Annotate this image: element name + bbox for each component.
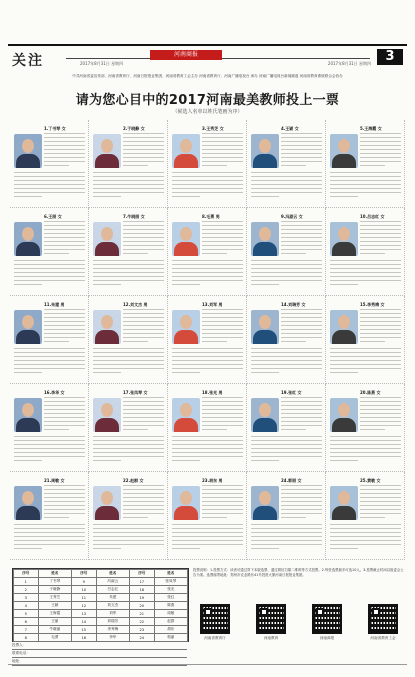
qr-code-icon (368, 604, 398, 634)
candidate-name: 8.毛勇 男 (202, 214, 220, 219)
candidate-name: 6.王丽 女 (44, 214, 62, 219)
ballot-cell: 6 (14, 618, 39, 626)
candidate-card (10, 472, 89, 560)
ballot-cell: 12 (71, 602, 96, 610)
candidate-photo (330, 486, 358, 520)
candidate-photo (172, 222, 200, 256)
candidate-card (89, 120, 168, 208)
ballot-cell: 8 (14, 634, 39, 642)
candidate-name: 15.李秀梅 女 (360, 302, 385, 307)
candidate-photo (93, 398, 121, 432)
candidate-name: 24.郭丽 女 (281, 478, 302, 483)
candidate-bio-text (281, 485, 322, 525)
candidate-bio-text (360, 397, 401, 437)
candidate-card (326, 472, 405, 560)
ballot-cell: 17 (129, 578, 154, 586)
candidate-bio-text (202, 221, 243, 261)
ballot-cell: 2 (14, 586, 39, 594)
candidate-bio-text (251, 172, 322, 204)
candidate-bio-text (123, 397, 164, 437)
organizers-line: 中共河南省委宣传部、河南省教育厅、河南日报报业集团、河南省教育工会主办 河南省教育厅、河南广播电视台 承办 河南广播电视台新闻频道 河南省教育系统联合会协办 (72, 74, 343, 78)
candidate-bio-text (330, 436, 401, 468)
qr-caption: 河南省教育厅 (204, 636, 226, 640)
ballot-cell: 11 (71, 594, 96, 602)
ballot-footer (12, 642, 187, 666)
ballot-cell: 20 (129, 602, 154, 610)
ballot-cell: 18 (129, 586, 154, 594)
subtitle: （候选人名单以姓氏笔画为序） (172, 109, 243, 115)
qr-caption: 河南商报 (319, 636, 335, 640)
candidate-photo (172, 486, 200, 520)
ballot-cell: 牛晓丽 (38, 626, 71, 634)
candidate-card (168, 120, 247, 208)
candidate-bio-text (93, 260, 164, 292)
qr-code-icon (312, 604, 342, 634)
candidate-photo (93, 222, 121, 256)
candidate-name: 2.于晓静 女 (123, 126, 145, 131)
candidate-card (168, 296, 247, 384)
candidate-bio-text (281, 309, 322, 349)
candidate-name: 16.李华 女 (44, 390, 65, 395)
ballot-cell: 陈燕 (154, 602, 187, 610)
ballot-header-cell: 姓名 (38, 570, 71, 578)
ballot-row (14, 586, 188, 594)
top-rule (8, 44, 407, 46)
candidate-photo (330, 222, 358, 256)
candidate-photo (330, 398, 358, 432)
candidate-bio-text (172, 436, 243, 468)
candidate-bio-text (281, 133, 322, 173)
ballot-row (14, 626, 188, 634)
headline: 请为您心目中的2017河南最美教师投上一票 (75, 93, 340, 108)
ballot-cell: 胡东 (154, 626, 187, 634)
ballot-cell: 19 (129, 594, 154, 602)
ballot-footer-field: 地址： (12, 658, 187, 666)
ballot-header-cell: 序号 (14, 570, 39, 578)
candidate-photo (14, 222, 42, 256)
candidate-bio-text (360, 309, 401, 349)
candidate-name: 18.张光 男 (202, 390, 223, 395)
ballot-cell: 周敏 (154, 610, 187, 618)
candidate-name: 25.黄敏 女 (360, 478, 381, 483)
ballot-cell: 刘文杰 (96, 602, 129, 610)
candidate-photo (14, 486, 42, 520)
ballot-cell: 朱建 (96, 594, 129, 602)
ballot-row (14, 634, 188, 642)
ballot-cell: 李华 (96, 634, 129, 642)
ballot-footer-field: 联系电话： (12, 650, 187, 658)
candidate-card (89, 208, 168, 296)
candidate-photo (93, 310, 121, 344)
candidate-name: 19.张红 女 (281, 390, 302, 395)
ballot-cell: 王丽 (38, 618, 71, 626)
candidate-bio-text (44, 397, 85, 437)
ballot-cell: 4 (14, 602, 39, 610)
candidate-name: 14.刘瑞芳 女 (281, 302, 306, 307)
candidate-card (89, 384, 168, 472)
candidate-photo (251, 222, 279, 256)
ballot-cell: 3 (14, 594, 39, 602)
ballot-row (14, 578, 188, 586)
candidate-card (326, 120, 405, 208)
ballot-row (14, 602, 188, 610)
date-right: 2017年8月31日 星期四 (327, 61, 371, 66)
ballot-header-cell: 姓名 (154, 570, 187, 578)
candidate-bio-text (202, 309, 243, 349)
candidate-photo (172, 398, 200, 432)
candidate-bio-text (251, 260, 322, 292)
ballot-cell: 13 (71, 610, 96, 618)
ballot-cell: 7 (14, 626, 39, 634)
candidate-bio-text (14, 348, 85, 380)
ballot-row (14, 594, 188, 602)
voting-notes: 投票说明：1.投票方式：读者可通过剪下本版选票、通过微信扫描二维码等方式投票。2.每张选票最多可选10人。3.投票截止时间以组委会公告为准。选票邮寄地址：郑州市农业路东41号投资大厦河南日报报业集团。 (193, 568, 404, 577)
ballot-cell: 李秀梅 (96, 626, 129, 634)
candidate-bio-text (93, 524, 164, 556)
candidate-bio-text (202, 397, 243, 437)
section-title: 关注 (12, 53, 44, 69)
ballot-cell: 21 (129, 610, 154, 618)
candidate-bio-text (281, 221, 322, 261)
candidate-bio-text (44, 485, 85, 525)
candidate-bio-text (251, 524, 322, 556)
candidate-photo (93, 134, 121, 168)
candidate-bio-text (202, 485, 243, 525)
date-left: 2017年8月31日 星期四 (80, 61, 124, 66)
candidate-card (89, 296, 168, 384)
candidate-card (168, 472, 247, 560)
candidate-photo (172, 310, 200, 344)
candidate-bio-text (123, 221, 164, 261)
candidate-name: 9.冯淑云 女 (281, 214, 303, 219)
masthead-logo: 河南商报 (150, 50, 222, 60)
ballot-cell: 5 (14, 610, 39, 618)
ballot-cell: 22 (129, 618, 154, 626)
candidate-photo (172, 134, 200, 168)
candidate-name: 17.张凤琴 女 (123, 390, 148, 395)
candidate-card (168, 208, 247, 296)
candidate-card (247, 120, 326, 208)
candidate-bio-text (14, 260, 85, 292)
qr-caption: 河南省教育工会 (370, 636, 396, 640)
ballot-cell: 24 (129, 634, 154, 642)
candidate-photo (251, 398, 279, 432)
candidate-card (247, 384, 326, 472)
candidate-bio-text (123, 485, 164, 525)
candidate-name: 23.胡东 男 (202, 478, 223, 483)
ballot-cell: 张红 (154, 594, 187, 602)
candidate-bio-text (14, 436, 85, 468)
candidate-card (10, 208, 89, 296)
ballot-cell: 于晓静 (38, 586, 71, 594)
ballot-row (14, 610, 188, 618)
candidate-photo (251, 310, 279, 344)
ballot-cell: 10 (71, 586, 96, 594)
candidate-name: 3.王秀芝 女 (202, 126, 224, 131)
candidate-bio-text (251, 348, 322, 380)
ballot-header-cell: 姓名 (96, 570, 129, 578)
candidate-card (89, 472, 168, 560)
candidate-card (247, 472, 326, 560)
ballot-header-cell: 序号 (129, 570, 154, 578)
qr-code-icon (256, 604, 286, 634)
ballot-cell: 王秀芝 (38, 594, 71, 602)
candidate-photo (93, 486, 121, 520)
candidate-card (247, 208, 326, 296)
candidate-card (10, 120, 89, 208)
ballot-cell: 赵群 (154, 618, 187, 626)
candidate-name: 13.刘军 男 (202, 302, 223, 307)
candidate-card (168, 384, 247, 472)
candidate-card (10, 296, 89, 384)
qr-code (361, 604, 405, 656)
ballot-table (12, 568, 189, 642)
candidate-name: 11.朱建 男 (44, 302, 65, 307)
candidate-name: 10.吕志红 女 (360, 214, 385, 219)
candidate-bio-text (360, 485, 401, 525)
ballot-cell: 张光 (154, 586, 187, 594)
ballot-cell: 1 (14, 578, 39, 586)
candidate-photo (330, 134, 358, 168)
candidate-bio-text (44, 309, 85, 349)
candidate-bio-text (123, 133, 164, 173)
qr-code (249, 604, 293, 656)
candidate-bio-text (44, 133, 85, 173)
candidate-card (247, 296, 326, 384)
ballot-cell: 9 (71, 578, 96, 586)
candidate-bio-text (330, 172, 401, 204)
ballot-cell: 23 (129, 626, 154, 634)
ballot-cell: 张凤琴 (154, 578, 187, 586)
ballot-cell: 冯淑云 (96, 578, 129, 586)
candidate-bio-text (360, 133, 401, 173)
candidate-bio-text (281, 397, 322, 437)
candidate-name: 22.赵群 女 (123, 478, 144, 483)
ballot-cell: 王海霞 (38, 610, 71, 618)
qr-code (305, 604, 349, 656)
candidate-bio-text (330, 524, 401, 556)
candidate-bio-text (172, 348, 243, 380)
ballot-cell: 丁书琴 (38, 578, 71, 586)
ballot-cell: 刘军 (96, 610, 129, 618)
ballot-cell: 刘瑞芳 (96, 618, 129, 626)
candidate-name: 20.陈燕 女 (360, 390, 381, 395)
candidate-name: 21.周敏 女 (44, 478, 65, 483)
candidate-name: 5.王海霞 女 (360, 126, 382, 131)
candidate-card (326, 296, 405, 384)
ballot-cell: 王颖 (38, 602, 71, 610)
candidate-bio-text (172, 524, 243, 556)
candidate-bio-text (123, 309, 164, 349)
candidate-bio-text (44, 221, 85, 261)
candidate-grid (10, 120, 405, 562)
ballot-header-cell: 序号 (71, 570, 96, 578)
candidate-name: 4.王颖 女 (281, 126, 299, 131)
candidate-bio-text (172, 260, 243, 292)
ballot-cell: 14 (71, 618, 96, 626)
bottom-rule (8, 664, 407, 665)
ballot-cell: 郭丽 (154, 634, 187, 642)
candidate-bio-text (330, 260, 401, 292)
page-number: 3 (377, 49, 403, 65)
ballot-cell: 毛勇 (38, 634, 71, 642)
candidate-bio-text (14, 524, 85, 556)
candidate-bio-text (251, 436, 322, 468)
candidate-name: 12.刘文杰 男 (123, 302, 148, 307)
candidate-name: 7.牛晓丽 女 (123, 214, 145, 219)
candidate-photo (251, 486, 279, 520)
candidate-photo (14, 398, 42, 432)
ballot-cell: 吕志红 (96, 586, 129, 594)
ballot-footer-field: 投票人： (12, 642, 187, 650)
candidate-name: 1.丁书琴 女 (44, 126, 66, 131)
candidate-bio-text (360, 221, 401, 261)
qr-code-icon (200, 604, 230, 634)
candidate-bio-text (93, 348, 164, 380)
candidate-bio-text (93, 172, 164, 204)
candidate-photo (14, 310, 42, 344)
candidate-card (326, 384, 405, 472)
candidate-bio-text (330, 348, 401, 380)
candidate-card (10, 384, 89, 472)
candidate-bio-text (93, 436, 164, 468)
candidate-bio-text (202, 133, 243, 173)
candidate-photo (14, 134, 42, 168)
candidate-bio-text (172, 172, 243, 204)
ballot-cell: 16 (71, 634, 96, 642)
ballot-cell: 15 (71, 626, 96, 634)
qr-code (193, 604, 237, 656)
candidate-card (326, 208, 405, 296)
candidate-photo (330, 310, 358, 344)
candidate-photo (251, 134, 279, 168)
qr-caption: 河南教育 (263, 636, 279, 640)
qr-code-row (193, 604, 405, 656)
ballot-row (14, 618, 188, 626)
candidate-bio-text (14, 172, 85, 204)
